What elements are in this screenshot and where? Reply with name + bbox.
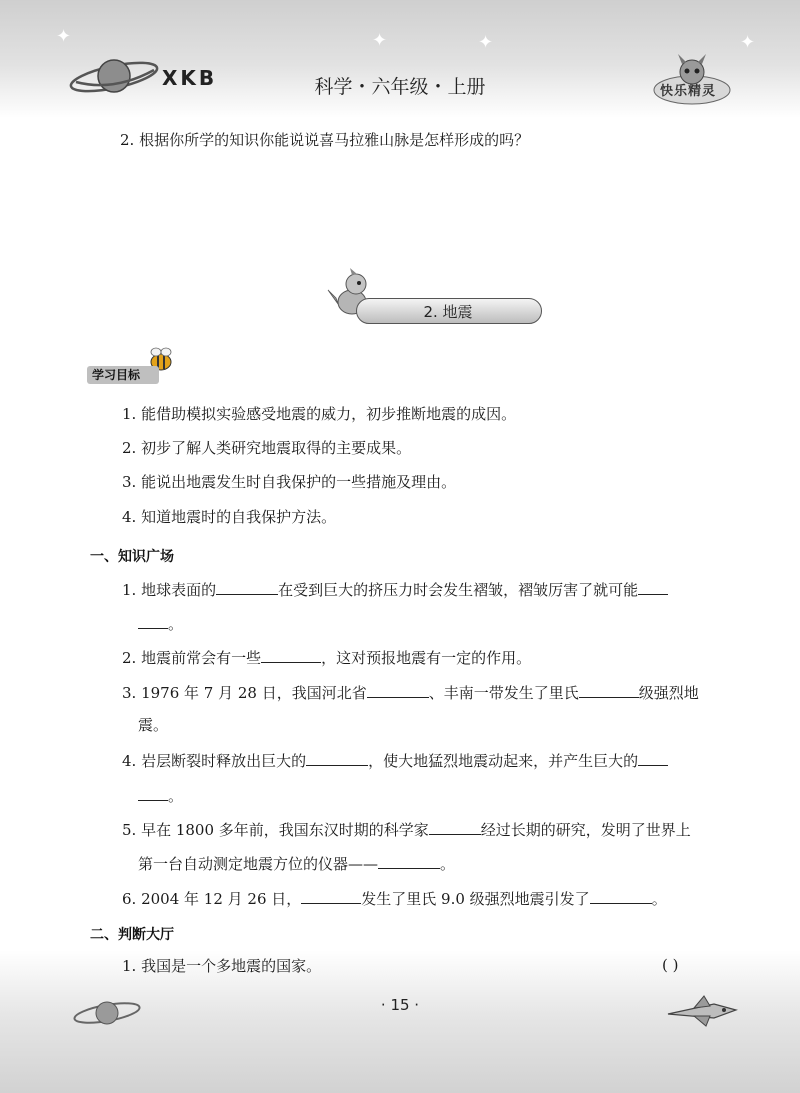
answer-blank[interactable]: [261, 646, 321, 663]
star-icon: ✦: [372, 30, 388, 51]
fill-question-4: 4. 岩层断裂时释放出巨大的 ，使大地猛烈地震动起来，并产生巨大的: [122, 749, 668, 771]
goal-item: 1. 能借助模拟实验感受地震的威力，初步推断地震的成因。: [122, 405, 517, 423]
header-title: 科学・六年级・上册: [314, 76, 486, 98]
fill-question-5: 5. 早在 1800 多年前，我国东汉时期的科学家 经过长期的研究，发明了世界上: [122, 818, 691, 840]
star-icon: ✦: [478, 32, 494, 53]
part2-heading: 二、判断大厅: [90, 927, 174, 943]
star-icon: ✦: [56, 26, 72, 47]
answer-blank[interactable]: [306, 749, 368, 766]
goal-item: 2. 初步了解人类研究地震取得的主要成果。: [122, 439, 412, 457]
fill-question-1: 1. 地球表面的 在受到巨大的挤压力时会发生褶皱，褶皱厉害了就可能: [122, 578, 668, 600]
star-icon: ✦: [740, 32, 756, 53]
answer-blank[interactable]: [590, 887, 652, 904]
answer-blank[interactable]: [378, 852, 440, 869]
fill-question-4-cont: 。: [138, 784, 183, 806]
part1-heading: 一、知识广场: [90, 549, 174, 565]
fill-question-1-cont: 。: [138, 612, 183, 634]
answer-blank[interactable]: [579, 681, 639, 698]
fill-question-2: 2. 地震前常会有一些 ，这对预报地震有一定的作用。: [122, 646, 531, 668]
answer-blank[interactable]: [638, 578, 668, 595]
answer-blank[interactable]: [429, 818, 481, 835]
goal-item: 3. 能说出地震发生时自我保护的一些措施及理由。: [122, 473, 457, 491]
space-shuttle-icon: [664, 994, 740, 1028]
answer-blank[interactable]: [367, 681, 429, 698]
goal-item: 4. 知道地震时的自我保护方法。: [122, 508, 337, 526]
answer-blank[interactable]: [216, 578, 278, 595]
answer-parentheses[interactable]: ( ): [662, 956, 679, 974]
previous-question: 2. 根据你所学的知识你能说说喜马拉雅山脉是怎样形成的吗？: [120, 131, 530, 149]
section-title: 2. 地震: [423, 303, 473, 321]
brand-logo: XKB: [162, 66, 218, 90]
fill-question-6: 6. 2004 年 12 月 26 日， 发生了里氏 9.0 级强烈地震引发了 。: [122, 887, 667, 909]
answer-blank[interactable]: [638, 749, 668, 766]
mascot-badge-text: 快乐精灵: [660, 84, 717, 99]
fill-question-3: 3. 1976 年 7 月 28 日，我国河北省 、丰南一带发生了里氏 级强烈地: [122, 681, 699, 703]
judge-question-1: 1. 我国是一个多地震的国家。: [122, 957, 322, 975]
answer-blank[interactable]: [301, 887, 361, 904]
fill-question-3-cont: 震。: [138, 716, 169, 734]
answer-blank[interactable]: [138, 784, 168, 801]
answer-blank[interactable]: [138, 612, 168, 629]
learning-goals-label: 学习目标: [92, 368, 141, 382]
fill-question-5-cont: 第一台自动测定地震方位的仪器—— 。: [138, 852, 455, 874]
page-number: · 15 ·: [380, 996, 420, 1014]
